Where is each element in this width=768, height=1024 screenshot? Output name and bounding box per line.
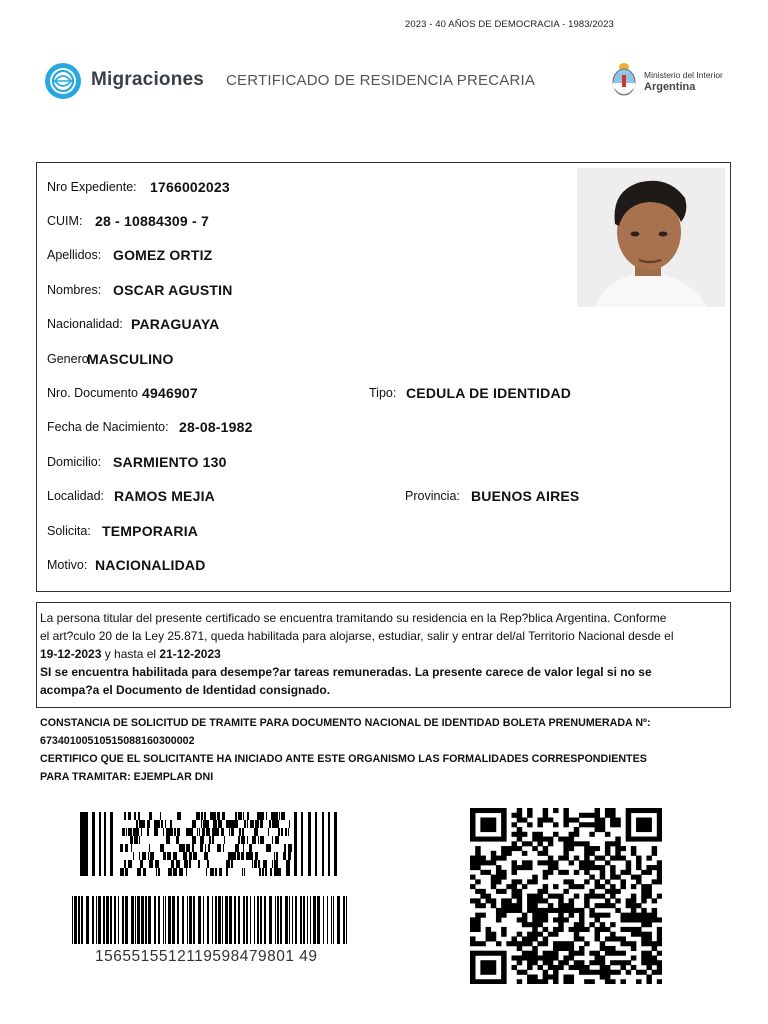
migraciones-logo-icon xyxy=(44,62,82,100)
logo-wordmark: Migraciones xyxy=(91,69,205,90)
localidad-label: Localidad: xyxy=(47,489,104,503)
argentina-shield-icon xyxy=(611,61,637,97)
constancia-boleta-number: 673401005105150881603000​02 xyxy=(40,735,195,747)
nacimiento-label: Fecha de Nacimiento: xyxy=(47,420,169,434)
constancia-line-4: PARA TRAMITAR: EJEMPLAR DNI xyxy=(40,771,214,783)
expediente-label: Nro Expediente: xyxy=(47,180,137,194)
nacionalidad-label: Nacionalidad: xyxy=(47,317,123,331)
notice-between: y hasta el xyxy=(101,647,160,661)
barcode-number: 1565515512119598479801 49 xyxy=(95,948,318,965)
notice-line-3 xyxy=(40,645,726,663)
provincia-value: BUENOS AIRES xyxy=(471,488,580,504)
tipo-value: CEDULA DE IDENTIDAD xyxy=(406,385,572,401)
constancia-line-1: CONSTANCIA DE SOLICITUD DE TRAMITE PARA DOCUMENTO NACIONAL DE IDENTIDAD BOLETA PRENUMERADA Nº: xyxy=(40,717,651,729)
domicilio-label: Domicilio: xyxy=(47,455,102,469)
pdf417-barcode xyxy=(68,812,353,962)
solicita-label: Solicita: xyxy=(47,524,91,538)
notice-work-permission: SI se encuentra habilitada para desempe?ar tareas remuneradas. La presente carece de valor legal si no se xyxy=(40,665,652,679)
notice-line-2: el art?culo 20 de la Ley 25.871, queda habilitada para alojarse, estudiar, salir y entrar del/al Territorio Nacional desde el xyxy=(40,629,674,643)
ministry-country: Argentina xyxy=(644,81,696,93)
domicilio-value: SARMIENTO 130 xyxy=(113,454,227,470)
notice-line-4 xyxy=(40,663,726,681)
nombres-value: OSCAR AGUSTIN xyxy=(113,282,233,298)
document-title: CERTIFICADO DE RESIDENCIA PRECARIA xyxy=(226,72,536,89)
nacionalidad-value: PARAGUAYA xyxy=(131,316,220,332)
apellidos-label: Apellidos: xyxy=(47,248,102,262)
notice-line-1: La persona titular del presente certificado se encuentra tramitando su residencia en la Rep?blica Argentina. Conforme xyxy=(40,611,667,625)
constancia-block xyxy=(40,714,730,786)
qr-code xyxy=(470,808,662,984)
notice-date-to: 21-12-2023 xyxy=(159,647,221,661)
democracy-banner: 2023 - 40 AÑOS DE DEMOCRACIA - 1983/2023 xyxy=(405,19,614,30)
notice-validity: acompa?a el Documento de Identidad consignado. xyxy=(40,683,331,697)
nombres-label: Nombres: xyxy=(47,283,102,297)
documento-value: 4946907 xyxy=(142,385,198,401)
cuim-value: 28 - 10884309 - 7 xyxy=(95,213,209,229)
genero-value: MASCULINO xyxy=(87,351,174,367)
apellidos-value: GOMEZ ORTIZ xyxy=(113,247,213,263)
tipo-label: Tipo: xyxy=(369,386,397,400)
motivo-label: Motivo: xyxy=(47,558,88,572)
solicita-value: TEMPORARIA xyxy=(102,523,199,539)
genero-label: Genero xyxy=(47,352,89,366)
notice-line-5 xyxy=(40,681,726,699)
localidad-value: RAMOS MEJIA xyxy=(114,488,215,504)
provincia-label: Provincia: xyxy=(405,489,460,503)
documento-label: Nro. Documento xyxy=(47,386,139,400)
nacimiento-value: 28-08-1982 xyxy=(179,419,253,435)
motivo-value: NACIONALIDAD xyxy=(95,557,206,573)
constancia-line-3: CERTIFICO QUE EL SOLICITANTE HA INICIADO ANTE ESTE ORGANISMO LAS FORMALIDADES CORRESPONDIENTES xyxy=(40,753,647,765)
expediente-value: 1766002023 xyxy=(150,179,230,195)
notice-date-from: 19-12-2023 xyxy=(40,647,102,661)
ministry-name: Ministerio del Interior xyxy=(644,70,723,80)
legal-notice-box xyxy=(36,602,731,708)
cuim-label: CUIM: xyxy=(47,214,83,228)
applicant-photo xyxy=(577,168,725,307)
